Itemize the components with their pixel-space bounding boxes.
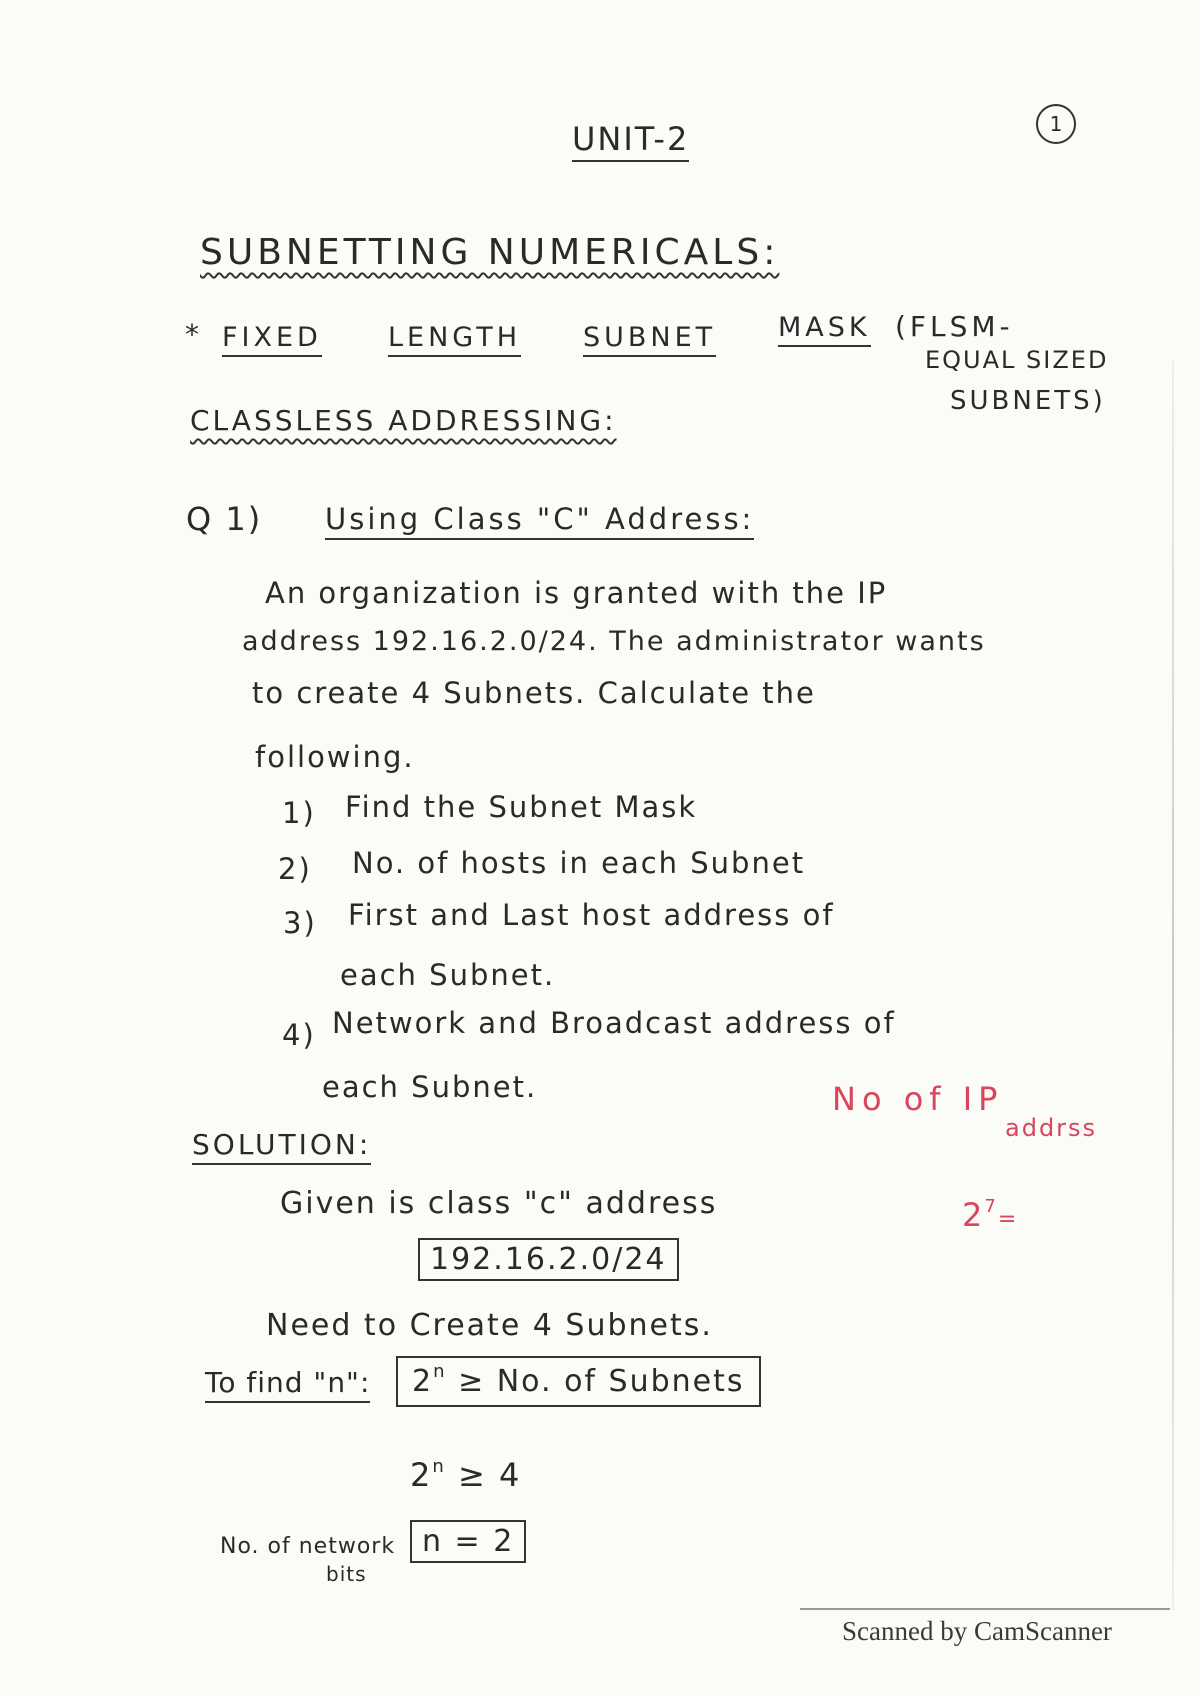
question-label: Q 1) <box>186 500 263 538</box>
item-3-continuation: each Subnet. <box>340 958 556 992</box>
flsm-paren-line2: EQUAL SIZED <box>925 346 1109 374</box>
need-statement: Need to Create 4 Subnets. <box>266 1308 713 1343</box>
flsm-word-length: LENGTH <box>388 322 521 357</box>
flsm-word-fixed: FIXED <box>222 322 322 357</box>
given-address-box: 192.16.2.0/24 <box>418 1238 679 1281</box>
inequality <box>410 1456 521 1494</box>
item-4-text: Network and Broadcast address of <box>332 1006 896 1040</box>
margin-note-base: 2 <box>962 1196 985 1234</box>
item-3-text: First and Last host address of <box>348 898 835 932</box>
footer-divider <box>800 1608 1170 1610</box>
margin-note-power <box>962 1196 1018 1234</box>
question-title: Using Class "C" Address: <box>325 502 754 540</box>
margin-note-line-1: No of IP <box>832 1080 1004 1118</box>
flsm-paren-line3: SUBNETS) <box>950 386 1106 416</box>
network-bits-label-2: bits <box>326 1562 367 1586</box>
classless-heading: CLASSLESS ADDRESSING: <box>190 404 617 437</box>
item-1-number: 1) <box>282 796 316 830</box>
main-heading: SUBNETTING NUMERICALS: <box>200 232 780 273</box>
inequality-exponent: n <box>432 1456 446 1477</box>
page-number: 1 <box>1036 104 1076 144</box>
formula-rest: ≥ No. of Subnets <box>458 1364 745 1399</box>
camscanner-footer: Scanned by CamScanner <box>842 1616 1112 1646</box>
formula-base: 2 <box>412 1364 434 1399</box>
question-line-1: An organization is granted with the IP <box>265 576 888 610</box>
flsm-paren-line1: (FLSM- <box>895 310 1014 343</box>
inequality-rest: ≥ 4 <box>457 1456 522 1494</box>
question-line-4: following. <box>255 740 415 774</box>
item-2-number: 2) <box>278 852 312 886</box>
question-line-2: address 192.16.2.0/24. The administrator wants <box>242 626 986 657</box>
question-line-3: to create 4 Subnets. Calculate the <box>252 676 816 710</box>
network-bits-label-1: No. of network <box>220 1534 396 1559</box>
flsm-prefix: * <box>185 318 201 351</box>
solution-label: SOLUTION: <box>192 1128 371 1165</box>
flsm-word-subnet: SUBNET <box>583 322 716 357</box>
item-1-text: Find the Subnet Mask <box>345 790 698 824</box>
item-4-number: 4) <box>282 1018 316 1052</box>
n-value-box: n = 2 <box>410 1520 526 1563</box>
given-statement: Given is class "c" address <box>280 1186 718 1221</box>
item-2-text: No. of hosts in each Subnet <box>352 846 806 880</box>
unit-title: UNIT-2 <box>572 120 689 162</box>
margin-note-line-2: addrss <box>1005 1114 1098 1142</box>
page-edge-shadow <box>1172 360 1174 1610</box>
find-n-label: To find "n": <box>205 1366 370 1403</box>
formula-box <box>396 1356 761 1407</box>
margin-note-tail: = <box>997 1207 1019 1232</box>
item-4-continuation: each Subnet. <box>322 1070 538 1104</box>
item-3-number: 3) <box>283 906 317 940</box>
margin-note-exponent: 7 <box>984 1196 998 1217</box>
flsm-word-mask: MASK <box>778 312 871 347</box>
formula-exponent: n <box>433 1361 447 1382</box>
inequality-base: 2 <box>410 1456 433 1494</box>
